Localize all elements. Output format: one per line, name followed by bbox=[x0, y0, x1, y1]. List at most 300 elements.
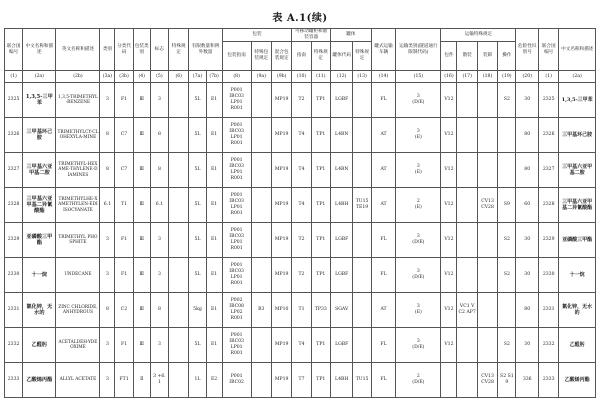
header-portable: 可移动罐柜和散装容器 bbox=[292, 29, 331, 42]
pkg-instr-cell bbox=[222, 363, 251, 398]
ts-pkg-cell: V12 bbox=[441, 223, 457, 258]
transport-cat-cell-line: (D/E) bbox=[412, 345, 425, 350]
column-number: (7a) bbox=[189, 71, 206, 83]
special-cell bbox=[169, 188, 189, 223]
pkg-special-cell bbox=[251, 223, 271, 258]
portable-instr-cell: T4 bbox=[292, 118, 311, 153]
hazard-id-cell: 60 bbox=[516, 188, 539, 223]
portable-instr-cell: T4 bbox=[292, 153, 311, 188]
ts-load-cell: CV13 CV28 bbox=[477, 188, 497, 223]
transport-cat-cell-line: 3 bbox=[416, 339, 420, 344]
pkg-instr-cell-line: P001 bbox=[230, 193, 243, 198]
pkg-special-cell bbox=[251, 153, 271, 188]
pkg-instr-cell-line: IBC03 bbox=[229, 339, 244, 344]
pkg-group-cell: Ⅲ bbox=[133, 223, 150, 258]
pkg-instr-cell-line: P002 bbox=[230, 298, 243, 303]
column-number: (5) bbox=[150, 71, 168, 83]
excepted-qty-cell: E1 bbox=[206, 328, 222, 363]
header-pkg-instr: 包装指南 bbox=[222, 42, 251, 71]
portable-special-cell: TP1 bbox=[311, 258, 330, 293]
cn-name-cell: 十一烷 bbox=[23, 258, 56, 293]
un-no-cell: 2332 bbox=[5, 328, 23, 363]
portable-instr-cell: T7 bbox=[292, 363, 311, 398]
pkg-special-cell: B3 bbox=[251, 293, 271, 328]
transport-cat-cell-line: 3 bbox=[416, 129, 420, 134]
excepted-qty-cell: E1 bbox=[206, 223, 222, 258]
hazard-id-cell: 30 bbox=[516, 83, 539, 118]
labels-cell: 6.1 bbox=[150, 188, 168, 223]
special-cell bbox=[169, 83, 189, 118]
class-cell: 3 bbox=[100, 363, 115, 398]
transport-cat-cell-line: 2 bbox=[416, 374, 420, 379]
en-name-cell: TRIMETHYL PHOSPHITE bbox=[56, 223, 100, 258]
un-no-cell: 2326 bbox=[5, 118, 23, 153]
un-no-2-cell: 2329 bbox=[538, 223, 558, 258]
table-row bbox=[5, 83, 596, 118]
cn-name-2-cell: 乙醛肟 bbox=[559, 328, 596, 363]
cn-name-2-cell: 氯化锌，无水的 bbox=[559, 293, 596, 328]
transport-cat-cell-line: 3 bbox=[416, 94, 420, 99]
ts-bulk-cell bbox=[457, 188, 477, 223]
class-code-cell: FT1 bbox=[115, 363, 133, 398]
mixed-cell: MP19 bbox=[271, 328, 291, 363]
tank-special-cell bbox=[353, 153, 371, 188]
pkg-instr-cell-line: P001 bbox=[230, 333, 243, 338]
transport-cat-cell-line: 2 bbox=[416, 199, 420, 204]
special-cell bbox=[169, 293, 189, 328]
un-no-cell: 2325 bbox=[5, 83, 23, 118]
table-title: 表 A.1(续) bbox=[272, 13, 328, 24]
un-no-2-cell: 2331 bbox=[538, 293, 558, 328]
pkg-instr-cell-line: R001 bbox=[230, 141, 243, 146]
vehicle-cell: FL bbox=[371, 83, 396, 118]
table-body bbox=[5, 83, 596, 398]
header-ts-bulk: 散装 bbox=[457, 42, 477, 71]
tank-special-cell bbox=[353, 118, 371, 153]
excepted-qty-cell: E2 bbox=[206, 363, 222, 398]
class-cell: 8 bbox=[100, 153, 115, 188]
cn-name-cell: 乙醛肟 bbox=[23, 328, 56, 363]
header-un-no: 联合国编号 bbox=[5, 29, 23, 71]
ts-load-cell bbox=[477, 328, 497, 363]
pkg-instr-cell-line: R001 bbox=[230, 281, 243, 286]
labels-cell: 3 bbox=[150, 258, 168, 293]
un-no-cell: 2327 bbox=[5, 153, 23, 188]
column-number-row bbox=[5, 71, 596, 83]
portable-instr-cell: T2 bbox=[292, 258, 311, 293]
vehicle-cell: AT bbox=[371, 188, 396, 223]
cn-name-2-cell: 1,3,5-三甲苯 bbox=[559, 83, 596, 118]
tank-code-cell: LGBF bbox=[330, 83, 353, 118]
pkg-group-cell: Ⅲ bbox=[133, 188, 150, 223]
pkg-instr-cell-line: LP01 bbox=[230, 275, 243, 280]
tank-special-cell bbox=[353, 328, 371, 363]
ts-pkg-cell: V12 bbox=[441, 83, 457, 118]
transport-cat-cell bbox=[396, 153, 441, 188]
pkg-group-cell: Ⅲ bbox=[133, 293, 150, 328]
en-name-cell: UNDECANE bbox=[56, 258, 100, 293]
mixed-cell: MP10 bbox=[271, 293, 291, 328]
cn-name-cell: 氯化锌，无水的 bbox=[23, 293, 56, 328]
mixed-cell: MP19 bbox=[271, 153, 291, 188]
ts-pkg-cell bbox=[441, 363, 457, 398]
table-row bbox=[5, 363, 596, 398]
un-no-cell: 2330 bbox=[5, 258, 23, 293]
ts-bulk-cell bbox=[457, 363, 477, 398]
en-name-cell: 1,3,5-TRIMETHYL-BENZENE bbox=[56, 83, 100, 118]
pkg-instr-cell bbox=[222, 293, 251, 328]
special-cell bbox=[169, 118, 189, 153]
labels-cell: 3 bbox=[150, 328, 168, 363]
column-number: (17) bbox=[457, 71, 477, 83]
tank-special-cell: TU15 TE19 bbox=[353, 188, 371, 223]
pkg-instr-cell-line: IBC03 bbox=[229, 164, 244, 169]
column-number: (2b) bbox=[56, 71, 100, 83]
pkg-special-cell bbox=[251, 258, 271, 293]
pkg-instr-cell-line: LP01 bbox=[230, 170, 243, 175]
pkg-instr-cell-line: R001 bbox=[230, 211, 243, 216]
ts-oper-cell bbox=[498, 118, 516, 153]
tank-code-cell: L4BN bbox=[330, 153, 353, 188]
hazard-id-cell: 336 bbox=[516, 363, 539, 398]
vehicle-cell: FL bbox=[371, 328, 396, 363]
en-name-cell: TRIMETHYLHE-XAMETHYLEN-EDIISOCYANATE bbox=[56, 188, 100, 223]
vehicle-cell: FL bbox=[371, 223, 396, 258]
transport-cat-cell-line: (E) bbox=[414, 170, 422, 175]
ts-load-cell bbox=[477, 118, 497, 153]
tank-code-cell: LGBF bbox=[330, 258, 353, 293]
column-number: (9a) bbox=[251, 71, 271, 83]
portable-special-cell: TP1 bbox=[311, 118, 330, 153]
vehicle-cell: FL bbox=[371, 258, 396, 293]
tank-code-cell: L4BH bbox=[330, 188, 353, 223]
ts-load-cell bbox=[477, 223, 497, 258]
class-code-cell: C7 bbox=[115, 118, 133, 153]
header-portable-instr: 指南 bbox=[292, 42, 311, 71]
table-row bbox=[5, 328, 596, 363]
dangerous-goods-table bbox=[4, 28, 596, 398]
portable-special-cell: TP1 bbox=[311, 153, 330, 188]
transport-cat-cell bbox=[396, 293, 441, 328]
pkg-special-cell bbox=[251, 363, 271, 398]
en-name-cell: ALLYL ACETATE bbox=[56, 363, 100, 398]
en-name-cell: TRIMETHYL-HEXAME-THYLENE-DIAMINES bbox=[56, 153, 100, 188]
transport-cat-cell bbox=[396, 363, 441, 398]
pkg-instr-cell-line: P001 bbox=[230, 123, 243, 128]
class-cell: 6.1 bbox=[100, 188, 115, 223]
un-no-cell: 2333 bbox=[5, 363, 23, 398]
tank-code-cell: LGBF bbox=[330, 328, 353, 363]
header-tank: 罐体 bbox=[330, 29, 371, 42]
tank-code-cell: L4BN bbox=[330, 118, 353, 153]
pkg-instr-cell-line: R001 bbox=[230, 316, 243, 321]
class-code-cell: C7 bbox=[115, 153, 133, 188]
tank-special-cell bbox=[353, 223, 371, 258]
header-ts-oper: 操作 bbox=[498, 42, 516, 71]
transport-cat-cell-line: (E) bbox=[414, 310, 422, 315]
pkg-instr-cell-line: IBC03 bbox=[229, 94, 244, 99]
ts-pkg-cell: V12 bbox=[441, 153, 457, 188]
transport-cat-cell-line: (E) bbox=[414, 205, 422, 210]
table-row bbox=[5, 118, 596, 153]
portable-instr-cell: T2 bbox=[292, 83, 311, 118]
ts-oper-cell: S2 S19 bbox=[498, 363, 516, 398]
pkg-instr-cell-line: P001 bbox=[230, 263, 243, 268]
hazard-id-cell: 80 bbox=[516, 293, 539, 328]
pkg-instr-cell bbox=[222, 188, 251, 223]
pkg-instr-cell bbox=[222, 328, 251, 363]
labels-cell: 3 +6.1 bbox=[150, 363, 168, 398]
column-number: (1) bbox=[538, 71, 558, 83]
ts-bulk-cell: VC1 VC2 AP7 bbox=[457, 293, 477, 328]
header-vehicle: 罐式运输车辆 bbox=[371, 29, 396, 71]
pkg-instr-cell-line: LP01 bbox=[230, 240, 243, 245]
pkg-instr-cell bbox=[222, 83, 251, 118]
portable-special-cell: TP1 bbox=[311, 223, 330, 258]
un-no-cell: 2329 bbox=[5, 223, 23, 258]
mixed-cell: MP19 bbox=[271, 223, 291, 258]
hazard-id-cell: 80 bbox=[516, 118, 539, 153]
un-no-2-cell: 2332 bbox=[538, 328, 558, 363]
hazard-id-cell: 30 bbox=[516, 258, 539, 293]
class-cell: 3 bbox=[100, 258, 115, 293]
ts-pkg-cell: V12 bbox=[441, 293, 457, 328]
labels-cell: 8 bbox=[150, 293, 168, 328]
transport-cat-cell bbox=[396, 83, 441, 118]
pkg-instr-cell-line: LP01 bbox=[230, 135, 243, 140]
pkg-special-cell bbox=[251, 328, 271, 363]
header-class: 类别 bbox=[100, 29, 115, 71]
transport-cat-cell-line: (D/E) bbox=[412, 100, 425, 105]
mixed-cell: MP19 bbox=[271, 118, 291, 153]
tank-special-cell: TU15 bbox=[353, 363, 371, 398]
ts-oper-cell: S2 bbox=[498, 328, 516, 363]
limited-qty-cell: 5L bbox=[189, 258, 206, 293]
un-no-cell: 2331 bbox=[5, 293, 23, 328]
mixed-cell: MP19 bbox=[271, 83, 291, 118]
special-cell bbox=[169, 153, 189, 188]
class-code-cell: F1 bbox=[115, 83, 133, 118]
header-special: 特殊规定 bbox=[169, 29, 189, 71]
pkg-instr-cell-line: R001 bbox=[230, 351, 243, 356]
hazard-id-cell: 30 bbox=[516, 223, 539, 258]
header-labels: 标志 bbox=[150, 29, 168, 71]
column-number: (2a) bbox=[23, 71, 56, 83]
pkg-group-cell: Ⅲ bbox=[133, 153, 150, 188]
pkg-group-cell: Ⅲ bbox=[133, 83, 150, 118]
header-class-code: 分类代码 bbox=[115, 29, 133, 71]
header-ts-pkg: 包件 bbox=[441, 42, 457, 71]
portable-special-cell: TP1 bbox=[311, 363, 330, 398]
column-number: (9b) bbox=[271, 71, 291, 83]
cn-name-2-cell: 三甲基环己胺 bbox=[559, 118, 596, 153]
un-no-2-cell: 2325 bbox=[538, 83, 558, 118]
portable-special-cell: TP33 bbox=[311, 293, 330, 328]
un-no-2-cell: 2327 bbox=[538, 153, 558, 188]
excepted-qty-cell: E1 bbox=[206, 188, 222, 223]
labels-cell: 8 bbox=[150, 118, 168, 153]
ts-pkg-cell: V12 bbox=[441, 328, 457, 363]
header-cn-name-2: 中文名称和描述 bbox=[559, 29, 596, 71]
pkg-instr-cell-line: IBC03 bbox=[229, 269, 244, 274]
header-hazard-id: 危险性识别号 bbox=[516, 29, 539, 71]
cn-name-2-cell: 亚磷酸三甲酯 bbox=[559, 223, 596, 258]
pkg-instr-cell-line: IBC03 bbox=[229, 129, 244, 134]
pkg-instr-cell-line: IBC03 bbox=[229, 234, 244, 239]
ts-bulk-cell bbox=[457, 83, 477, 118]
portable-special-cell: TP1 bbox=[311, 188, 330, 223]
header-tank-special: 特殊规定 bbox=[353, 42, 371, 71]
vehicle-cell: AT bbox=[371, 153, 396, 188]
cn-name-2-cell: 十一烷 bbox=[559, 258, 596, 293]
pkg-instr-cell-line: R001 bbox=[230, 176, 243, 181]
header-packaging: 包装 bbox=[222, 29, 292, 42]
transport-cat-cell bbox=[396, 188, 441, 223]
transport-cat-cell-line: (D/E) bbox=[412, 275, 425, 280]
pkg-special-cell bbox=[251, 83, 271, 118]
pkg-instr-cell bbox=[222, 223, 251, 258]
pkg-instr-cell-line: LP01 bbox=[230, 100, 243, 105]
column-number: (13) bbox=[353, 71, 371, 83]
class-code-cell: F1 bbox=[115, 223, 133, 258]
column-number: (16) bbox=[441, 71, 457, 83]
header-en-name: 英文名称和描述 bbox=[56, 29, 100, 71]
ts-oper-cell: S2 bbox=[498, 223, 516, 258]
class-code-cell: T1 bbox=[115, 188, 133, 223]
pkg-group-cell: Ⅲ bbox=[133, 118, 150, 153]
limited-qty-cell: 5L bbox=[189, 328, 206, 363]
pkg-special-cell bbox=[251, 188, 271, 223]
en-name-cell: TRIMETHYLCY-CLOHEXYLA-MINE bbox=[56, 118, 100, 153]
transport-cat-cell bbox=[396, 258, 441, 293]
column-number: (11) bbox=[311, 71, 330, 83]
column-number: (18) bbox=[477, 71, 497, 83]
column-number: (20) bbox=[516, 71, 539, 83]
pkg-instr-cell bbox=[222, 153, 251, 188]
header-un-no-2: 联合国编号 bbox=[538, 29, 558, 71]
pkg-group-cell: Ⅲ bbox=[133, 328, 150, 363]
excepted-qty-cell: E1 bbox=[206, 258, 222, 293]
table-row bbox=[5, 188, 596, 223]
mixed-cell: MP19 bbox=[271, 258, 291, 293]
table-row bbox=[5, 293, 596, 328]
ts-bulk-cell bbox=[457, 258, 477, 293]
special-cell bbox=[169, 328, 189, 363]
class-code-cell: F1 bbox=[115, 328, 133, 363]
class-cell: 3 bbox=[100, 83, 115, 118]
transport-cat-cell-line: 3 bbox=[416, 164, 420, 169]
transport-cat-cell-line: (E) bbox=[414, 135, 422, 140]
ts-pkg-cell: V12 bbox=[441, 258, 457, 293]
column-number: (7b) bbox=[206, 71, 222, 83]
pkg-instr-cell-line: LP02 bbox=[230, 310, 243, 315]
header-pkg-special: 特殊包装规定 bbox=[251, 42, 271, 71]
ts-load-cell bbox=[477, 83, 497, 118]
pkg-instr-cell-line: LP01 bbox=[230, 345, 243, 350]
limited-qty-cell: 5L bbox=[189, 83, 206, 118]
transport-cat-cell-line: 3 bbox=[416, 269, 420, 274]
en-name-cell: ACETALDEH-YDE OXIME bbox=[56, 328, 100, 363]
cn-name-cell: 三甲基环己胺 bbox=[23, 118, 56, 153]
column-number: (19) bbox=[498, 71, 516, 83]
mixed-cell: MP19 bbox=[271, 363, 291, 398]
class-cell: 8 bbox=[100, 118, 115, 153]
pkg-instr-cell-line: IBC08 bbox=[229, 304, 244, 309]
limited-qty-cell: 5L bbox=[189, 153, 206, 188]
transport-cat-cell-line: (D/E) bbox=[412, 380, 425, 385]
column-number: (12) bbox=[330, 71, 353, 83]
header-transport-special: 运输特殊规定 bbox=[441, 29, 516, 42]
portable-instr-cell: T1 bbox=[292, 293, 311, 328]
un-no-2-cell: 2333 bbox=[538, 363, 558, 398]
ts-oper-cell bbox=[498, 293, 516, 328]
excepted-qty-cell: E1 bbox=[206, 83, 222, 118]
pkg-instr-cell-line: P001 bbox=[230, 228, 243, 233]
class-code-cell: F1 bbox=[115, 258, 133, 293]
header-pkg-group: 包装类别 bbox=[133, 29, 150, 71]
pkg-instr-cell bbox=[222, 258, 251, 293]
tank-code-cell: LGBF bbox=[330, 223, 353, 258]
vehicle-cell: AT bbox=[371, 293, 396, 328]
labels-cell: 3 bbox=[150, 83, 168, 118]
ts-bulk-cell bbox=[457, 223, 477, 258]
pkg-instr-cell bbox=[222, 118, 251, 153]
ts-bulk-cell bbox=[457, 328, 477, 363]
en-name-cell: ZINC CHLORIDE, ANHYDROUS bbox=[56, 293, 100, 328]
ts-oper-cell: S2 bbox=[498, 83, 516, 118]
column-number: (3b) bbox=[115, 71, 133, 83]
pkg-group-cell: Ⅲ bbox=[133, 258, 150, 293]
header-tank-code: 罐体代码 bbox=[330, 42, 353, 71]
portable-instr-cell: T4 bbox=[292, 188, 311, 223]
transport-cat-cell-line: 3 bbox=[416, 304, 420, 309]
vehicle-cell: AT bbox=[371, 118, 396, 153]
ts-pkg-cell: V12 bbox=[441, 188, 457, 223]
tank-code-cell: L4BH bbox=[330, 363, 353, 398]
excepted-qty-cell: E1 bbox=[206, 293, 222, 328]
class-code-cell: C2 bbox=[115, 293, 133, 328]
un-no-2-cell: 2330 bbox=[538, 258, 558, 293]
tank-code-cell: SGAV bbox=[330, 293, 353, 328]
excepted-qty-cell: E1 bbox=[206, 153, 222, 188]
limited-qty-cell: 5kg bbox=[189, 293, 206, 328]
transport-cat-cell bbox=[396, 118, 441, 153]
header-limited: 有限数量和例外数量 bbox=[189, 29, 222, 71]
column-number: (8) bbox=[222, 71, 251, 83]
transport-cat-cell bbox=[396, 328, 441, 363]
class-cell: 3 bbox=[100, 223, 115, 258]
pkg-instr-cell-line: R001 bbox=[230, 106, 243, 111]
limited-qty-cell: 5L bbox=[189, 118, 206, 153]
pkg-instr-cell-line: P001 bbox=[230, 374, 243, 379]
portable-special-cell: TP1 bbox=[311, 328, 330, 363]
column-number: (1) bbox=[5, 71, 23, 83]
cn-name-cell: 亚磷酸三甲酯 bbox=[23, 223, 56, 258]
class-cell: 3 bbox=[100, 328, 115, 363]
pkg-instr-cell-line: IBC03 bbox=[229, 199, 244, 204]
table-row bbox=[5, 223, 596, 258]
ts-bulk-cell bbox=[457, 118, 477, 153]
cn-name-2-cell: 三甲基六亚甲基二异氰酸酯 bbox=[559, 188, 596, 223]
cn-name-cell: 乙酸烯丙酯 bbox=[23, 363, 56, 398]
column-number: (15) bbox=[396, 71, 441, 83]
column-number: (4) bbox=[133, 71, 150, 83]
ts-load-cell bbox=[477, 153, 497, 188]
mixed-cell: MP19 bbox=[271, 188, 291, 223]
cn-name-2-cell: 乙酸烯丙酯 bbox=[559, 363, 596, 398]
column-number: (3a) bbox=[100, 71, 115, 83]
ts-pkg-cell: V12 bbox=[441, 118, 457, 153]
